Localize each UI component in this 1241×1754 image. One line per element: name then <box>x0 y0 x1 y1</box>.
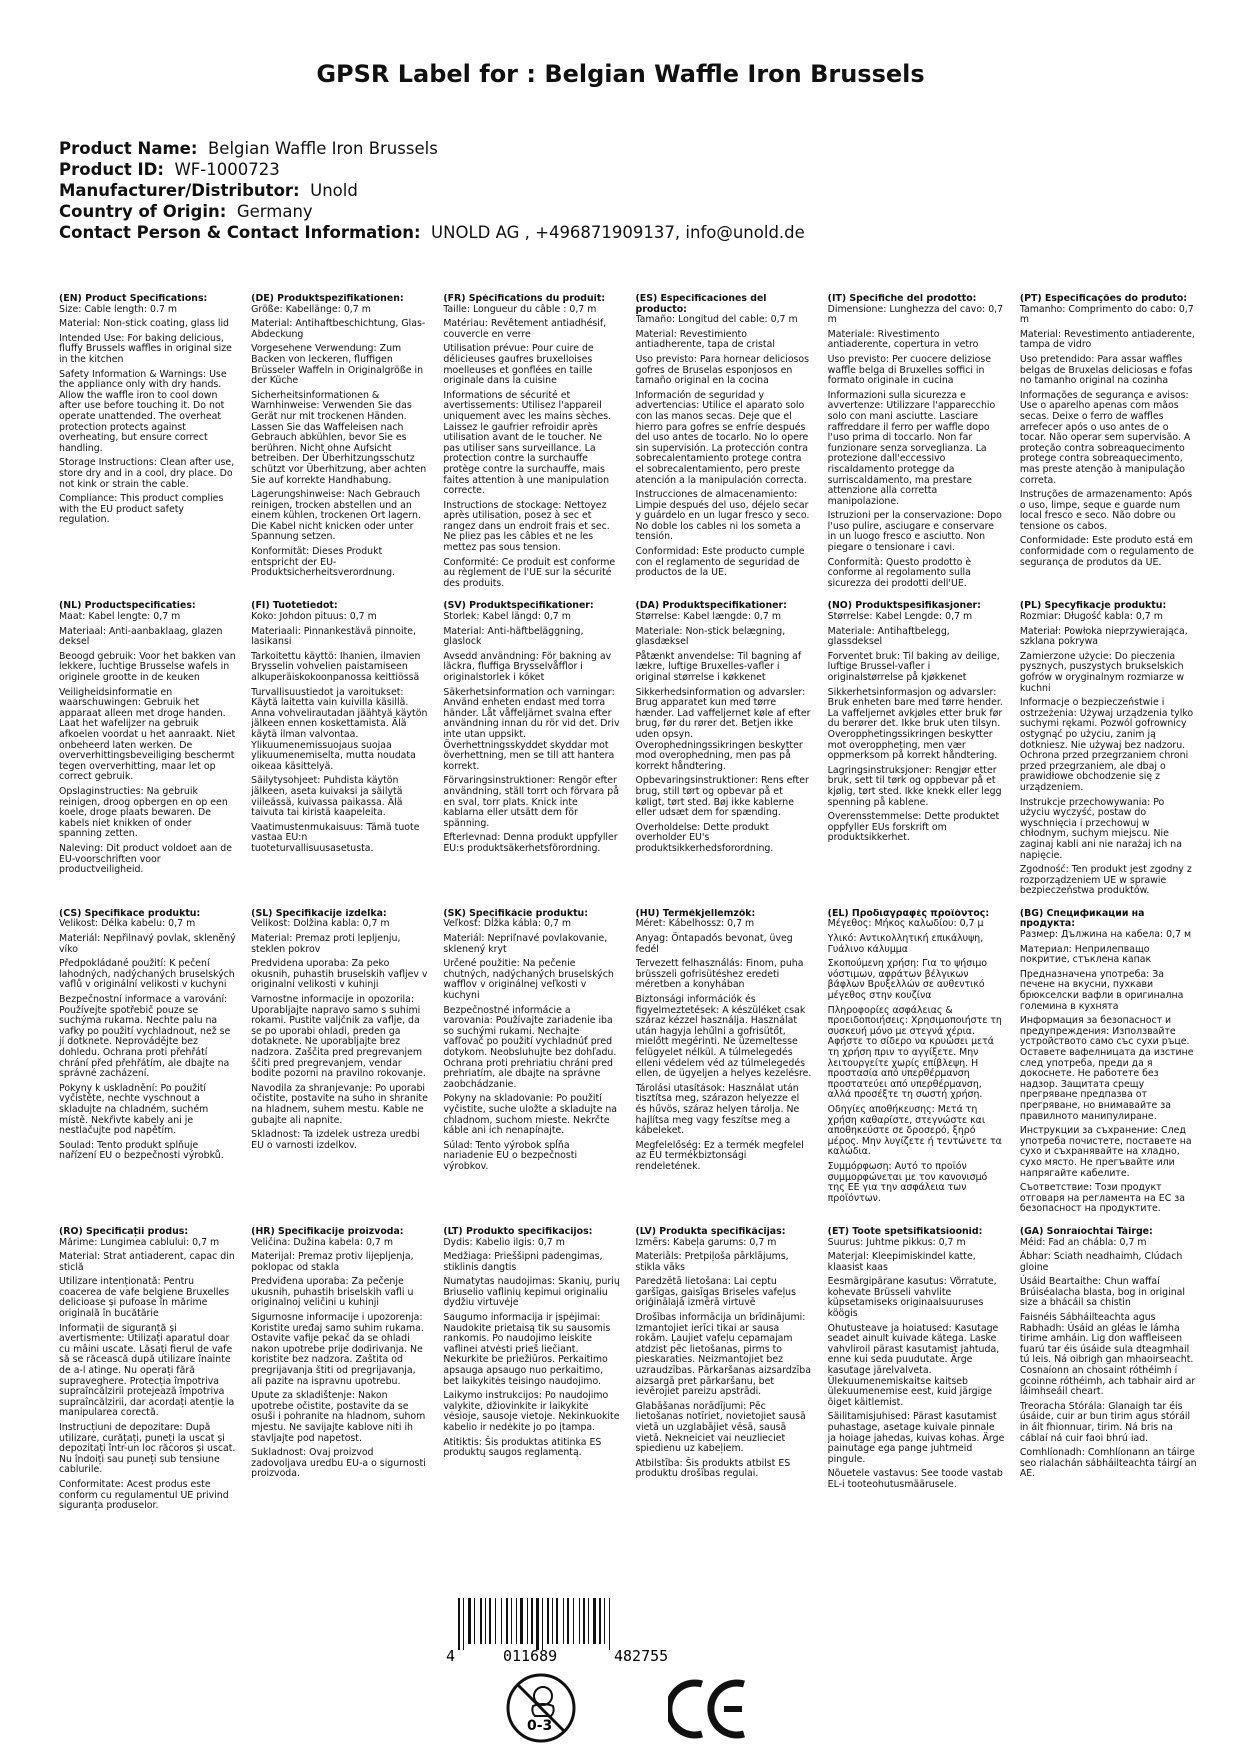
spec-paragraph: Bezpečnostní informace a varování: Používejte spotřebič pouze se suchýma rukama. Nechte palu na vafky po použití vychladnout, než se jí dotknete. Neprovádějte bez dohledu. Ochrana proti přehřátí chrání před přehřátím, ale dbajte na správné zacházení. <box>59 994 231 1080</box>
spec-paragraph: Tamaño: Longitud del cable: 0,7 m <box>635 314 798 326</box>
spec-paragraph: Turvallisuustiedot ja varoitukset: Käytä laitetta vain kuivilla käsillä. Anna vohvelirautadan jäähtyä käytön jälkeen ennen koskettamista. Älä käytä ilman valvontaa. Ylikuumenemissuojaus suojaa ylikuumenemiselta, mutta noudata oikeaa käsittelyä. <box>251 686 428 772</box>
spec-paragraph: Velikost: Délka kabelu: 0,7 m <box>59 918 196 930</box>
spec-paragraph: Suurus: Juhtme pikkus: 0,7 m <box>827 1236 966 1248</box>
spec-paragraph: Úsáid Beartaithe: Chun waffaí Brúiséalacha blasta, bog in original size a bhácáil sa chistin <box>1019 1276 1185 1309</box>
spec-heading: (GA) Sonraíochtaí Táirge: <box>1019 1226 1153 1237</box>
spec-paragraph: Méret: Kábelhossz: 0,7 m <box>635 918 755 930</box>
spec-section <box>1020 909 1197 1219</box>
barcode-bar <box>563 1598 564 1644</box>
spec-paragraph: Uso previsto: Per cuocere deliziose waffle belga di Bruxelles soffici in formato originale in cucina <box>827 353 991 387</box>
spec-paragraph: Tervezett felhasználás: Finom, puha brüsszeli gofrisütéshez eredeti méretben a konyhában <box>635 958 804 991</box>
spec-heading: (RO) Specificații produs: <box>59 1226 189 1237</box>
spec-paragraph: Biztonsági információk és figyelmeztetések: A készüléket csak száraz kézzel használja. Használat után hagyja lehűlni a gofrisütőt, mielőtt megérinti. Ne üzemeltesse felügyelet nélkül. A túlmelegedés elleni védelem véd az túlmelegedés ellen, de ügyeljen a helyes kezelésre. <box>635 994 812 1080</box>
spec-paragraph: Ohutusteave ja hoiatused: Kasutage seadet ainult kuivade kätega. Laske vahvliroil pärast kasutamist jahtuda, enne kui seda puudutate. Ärge kasutage järelvalveta. Ülekuumenemiskaitse kaitseb ülekuumenemise eest, kuid järgige õiget käitlemist. <box>827 1322 1000 1408</box>
age-warning-icon <box>505 1672 577 1744</box>
info-row-product-name: Product Name: Belgian Waffle Iron Brussels <box>59 139 438 158</box>
spec-paragraph: Μέγεθος: Μήκος καλωδίου: 0,7 μ <box>827 918 984 930</box>
spec-paragraph: Naleving: Dit product voldoet aan de EU-voorschriften voor productveiligheid. <box>59 842 232 876</box>
spec-section <box>443 601 620 900</box>
spec-section <box>59 601 236 900</box>
spec-paragraph: Materiál: Nepřilnavý povlak, skleněný víko <box>59 933 236 955</box>
spec-paragraph: Informations de sécurité et avertissements: Utilisez l'appareil uniquement avec les mains sèches. Laissez le gaufrier refroidir après utilisation avant de le toucher. Ne pas utiliser sans surveillance. La protection contre la surchauffe protège contre la surchauffe, mais faites attention à une manipulation correcte. <box>443 389 612 497</box>
spec-section <box>636 1227 813 1516</box>
barcode-bar <box>474 1598 475 1644</box>
page-title: GPSR Label for : Belgian Waffle Iron Brussels <box>316 60 925 88</box>
spec-heading: (HR) Specifikacije proizvoda: <box>251 1226 404 1237</box>
barcode-bar <box>536 1598 539 1650</box>
barcode-bar <box>567 1598 569 1644</box>
barcode-bar <box>485 1598 486 1644</box>
spec-paragraph: Eesmärgipärane kasutus: Võrratute, kohevate Brüsseli vahvlite küpsetamiseks originaalsuuruses köögis <box>827 1276 997 1320</box>
spec-row <box>59 1227 1197 1516</box>
spec-section <box>443 1227 620 1516</box>
spec-paragraph: Faisnéis Sábháilteachta agus Rabhadh: Úsáid an gléas le lámha tirime amháin. Lig don waffleiseen fuarú tar éis úsáide sula dteagmhail tú leis. Ná oibrigh gan mhaoirseacht. Cosnaíonn an chosaint róthéimh í gcoinne róthéimh, ach tabhair aird ar láimhseáil cheart. <box>1019 1312 1196 1398</box>
spec-paragraph: Instrucțiuni de depozitare: După utilizare, curățați, puneți la uscat și depozitați într-un loc răcoros și uscat. Nu îndoiți sau puneți sub tensiune cablurile. <box>59 1422 236 1476</box>
spec-paragraph: Safety Information & Warnings: Use the appliance only with dry hands. Allow the waffle iron to cool down after use before touching it. Do not operate unattended. The overheat protection protects against overheating, but ensure correct handling. <box>59 368 227 454</box>
barcode-bar <box>599 1598 601 1644</box>
spec-row <box>59 601 1197 900</box>
spec-paragraph: Размер: Дължина на кабела: 0,7 м <box>1019 929 1192 941</box>
spec-section <box>251 909 428 1219</box>
spec-paragraph: Saugumo informacija ir įspėjimai: Naudokite prietaisą tik su sausomis rankomis. Po naudojimo leiskite vaflinei atvėsti prieš liečiant. Nekurkite be priežiūros. Perkaitimo apsauga apsaugo nuo perkaitimo, bet laikykitės teisingo naudojimo. <box>443 1312 611 1387</box>
spec-paragraph: Lagringsinstruksjoner: Rengjør etter bruk, sett til tørk og oppbevar på et kjølig, tørt sted. Ikke knekk eller legg spenning på kablene. <box>827 764 1002 808</box>
spec-section <box>59 1227 236 1516</box>
spec-section <box>828 294 1005 593</box>
spec-paragraph: Atbilstība: Šis produkts atbilst ES produktu drošības regulai. <box>635 1457 791 1480</box>
spec-paragraph: Materijal: Premaz protiv lijepljenja, poklopac od stakla <box>251 1251 414 1273</box>
spec-paragraph: Vaatimustenmukaisuus: Tämä tuote vastaa EU:n tuoteturvallisuusasetusta. <box>251 821 420 854</box>
spec-paragraph: Izmērs: Kabeļa garums: 0,7 m <box>635 1236 777 1248</box>
spec-paragraph: Materiał: Powłoka nieprzywierająca, szklana pokrywa <box>1019 625 1188 648</box>
spec-paragraph: Größe: Kabellänge: 0,7 m <box>251 303 371 315</box>
spec-paragraph: Säilitamisjuhised: Pärast kasutamist puhastage, asetage kuivale pinnale ja hoiage jahedas, kuivas kohas. Ärge painutage ega pange juhtmeid pingule. <box>827 1411 1005 1465</box>
spec-paragraph: Forventet bruk: Til baking av deilige, luftige Brussel-vafler i originalstørrelse på kjøkkenet <box>827 650 1000 683</box>
spec-paragraph: Navodila za shranjevanje: Po uporabi očistite, postavite na suho in shranite na hladnem, suhem mestu. Kable ne gubajte ali napnite. <box>251 1082 428 1126</box>
spec-heading: (HU) Termékjellemzők: <box>635 908 756 919</box>
barcode-bar <box>573 1598 574 1644</box>
spec-section <box>1020 601 1197 900</box>
spec-paragraph: Mărime: Lungimea cablului: 0,7 m <box>59 1236 220 1248</box>
barcode-bar <box>547 1598 549 1644</box>
barcode-bar <box>468 1598 471 1644</box>
spec-paragraph: Påtænkt anvendelse: Til bagning af lækre, luftige Bruxelles-vafler i original størrelse i køkkenet <box>635 650 802 683</box>
spec-paragraph: Materjal: Kleepimiskindel katte, klaasist kaas <box>827 1251 976 1273</box>
spec-paragraph: Varnostne informacije in opozorila: Uporabljajte napravo samo s suhimi rokami. Pustite valjčnik za vaflje, da se po uporabi ohladi, preden ga dotaknete. Ne uporabljajte brez nadzora. Zaščita pred pregrevanjem ščiti pred pregrevanjem, vendar bodite pozorni na pravilno rokovanje. <box>251 994 426 1080</box>
spec-paragraph: Glabāšanas norādījumi: Pēc lietošanas notīriet, novietojiet sausā vietā un uzglabājiet vēsā, sausā vietā. Nekneiciet vai neuzlieciet spiedienu uz kabeļiem. <box>635 1400 806 1455</box>
spec-paragraph: Съответствие: Този продукт отговаря на регламента на ЕС за безопасност на продуктите. <box>1019 1182 1185 1215</box>
spec-paragraph: Dydis: Kabelio ilgis: 0,7 m <box>443 1236 565 1248</box>
spec-row <box>59 294 1197 593</box>
barcode-bar <box>520 1598 523 1644</box>
spec-paragraph: Předpokládané použití: K pečení lahodných, nadýchaných bruselských vaflů v originální velikosti v kuchyni <box>59 958 235 991</box>
barcode-bar <box>604 1598 605 1644</box>
spec-grid <box>59 294 1197 1524</box>
barcode-digits-right: 482755 <box>614 1647 669 1664</box>
spec-paragraph: Информация за безопасност и предупреждения: Използвайте устройството само със сухи ръце. Оставете вафелницата да изстине след употреба, преди да я докоснете. Не работете без надзор. Защитата срещу прегряване предпазва от прегряване, но внимавайте за правилното манипулиране. <box>1019 1015 1194 1122</box>
spec-heading: (ET) Toote spetsifikatsioonid: <box>827 1226 983 1237</box>
spec-paragraph: Avsedd användning: För bakning av läckra, fluffiga Brysselvåfflor i originalstorlek i köket <box>443 650 612 683</box>
spec-paragraph: Υλικό: Αντικολλητική επικάλυψη, Γυάλινο κάλυμμα <box>827 933 984 955</box>
spec-paragraph: Bezpečnostné informácie a varovania: Používajte zariadenie iba so suchými rukami. Nechajte vafľovač po použití vychladnúť pred dotykom. Neobsluhujte bez dohľadu. Ochrana proti prehriatiu chráni pred prehriatím, ale dbajte na správne zaobchádzanie. <box>443 1004 617 1090</box>
spec-paragraph: Konformität: Dieses Produkt entspricht der EU-Produktsicherheitsverordnung. <box>251 546 396 579</box>
spec-paragraph: Størrelse: Kabel Lengde: 0,7 m <box>827 611 973 623</box>
spec-paragraph: Materiál: Nepriľnavé povlakovanie, sklenený kryt <box>443 933 608 955</box>
spec-paragraph: Opbevaringsinstruktioner: Rens efter brug, still tørt og opbevar på et køligt, tørt sted. Bøj ikke kablerne eller udsæt dem for spænding. <box>635 775 809 819</box>
spec-paragraph: Súlad: Tento výrobok spĺňa nariadenie EÚ o bezpečnosti výrobkov. <box>443 1139 578 1172</box>
barcode-bar <box>542 1598 543 1650</box>
spec-paragraph: Informații de siguranță și avertismente: Utilizați aparatul doar cu mâini uscate. Lăsați fierul de vafe să se răcească după utilizare înainte de a-l atinge. Nu operați fără supraveghere. Protecția împotriva supraîncălzirii protejează împotriva supraîncălzirii, dar acordați atenție la manipularea corectă. <box>59 1322 235 1419</box>
spec-paragraph: Overholdelse: Dette produkt overholder EU's produktsikkerhedsforordning. <box>635 821 774 854</box>
spec-heading: (CS) Specifikace produktu: <box>59 908 201 919</box>
spec-heading: (EL) Προδιαγραφές προϊόντος: <box>827 908 990 919</box>
spec-paragraph: Laikymo instrukcijos: Po naudojimo valykite, džiovinkite ir laikykite vėsioje, sausoje vietoje. Nekinkuokite kabelio ir nedėkite jo po įtampa. <box>443 1390 620 1433</box>
spec-paragraph: Intended Use: For baking delicious, fluffy Brussels waffles in original size in the kitchen <box>59 332 232 365</box>
spec-paragraph: Atitiktis: Šis produktas atitinka ES produktų saugos reglamentą. <box>443 1436 602 1459</box>
product-info <box>59 138 1179 243</box>
spec-section <box>828 601 1005 900</box>
spec-paragraph: Medžiaga: Prieššipni padengimas, stiklinis dangtis <box>443 1251 603 1273</box>
spec-paragraph: Taille: Longueur du câble : 0,7 m <box>443 303 597 315</box>
spec-paragraph: Størrelse: Kabel længde: 0,7 m <box>635 611 781 623</box>
spec-paragraph: Efterlevnad: Denna produkt uppfyller EU:s produktsäkerhetsförordning. <box>443 832 618 854</box>
barcode-bar <box>506 1598 508 1644</box>
spec-paragraph: Utilisation prévue: Pour cuire de délicieuses gaufres bruxelloises moelleuses et gonflées en taille originale dans la cuisine <box>443 343 594 387</box>
barcode-digits-mid: 011689 <box>503 1647 558 1664</box>
spec-paragraph: Opslaginstructies: Na gebruik reinigen, droog opbergen en op een koele, droge plaats bewaren. De kabels niet knikken of onder spanning zetten. <box>59 785 228 840</box>
spec-heading: (LT) Produkto specifikacijos: <box>443 1226 593 1237</box>
spec-paragraph: Lagerungshinweise: Nach Gebrauch reinigen, trocken abstellen und an einem kühlen, trockenen Ort lagern. Die Kabel nicht knicken oder unter Spannung setzen. <box>251 489 421 543</box>
spec-section <box>251 601 428 900</box>
spec-section <box>1020 294 1197 593</box>
spec-section <box>251 294 428 593</box>
barcode-bar <box>458 1598 460 1650</box>
barcode-bar <box>593 1598 596 1644</box>
spec-section <box>636 294 813 593</box>
barcode-bar <box>501 1598 502 1644</box>
spec-paragraph: Información de seguridad y advertencias: Utilice el aparato solo con las manos secas. Deje que el hierro para gofres se enfríe después del uso antes de tocarlo. No lo opere sin supervisión. La protección contra sobrecalentamiento protege contra el sobrecalentamiento, pero preste atención a la manipulación correcta. <box>635 389 809 486</box>
spec-paragraph: Material: Strat antiaderent, capac din sticlă <box>59 1251 235 1273</box>
spec-paragraph: Veiligheidsinformatie en waarschuwingen: Gebruik het apparaat alleen met droge handen. Laat het wafelijzer na gebruik afkoelen voordat u het aanraakt. Niet onbeheerd laten werken. De oververhittingsbeveiliging beschermt tegen oververhitting, maar let op correct gebruik. <box>59 686 236 783</box>
spec-paragraph: Koko: Johdon pituus: 0,7 m <box>251 611 377 623</box>
spec-paragraph: Material: Revestimiento antiadherente, tapa de cristal <box>635 328 775 351</box>
spec-section <box>636 601 813 900</box>
info-row-contact: Contact Person & Contact Information: UNOLD AG , +496871909137, info@unold.de <box>59 223 805 242</box>
spec-paragraph: Uso pretendido: Para assar waffles belgas de Bruxelas deliciosas e fofas no tamanho original na cozinha <box>1019 353 1193 387</box>
spec-paragraph: Материал: Неприлепващо покритие, стъклена капак <box>1019 943 1152 966</box>
spec-paragraph: Säilytysohjeet: Puhdista käytön jälkeen, aseta kuivaksi ja säilytä viileässä, kuivassa paikassa. Älä taivuta tai kiristä kaapeleita. <box>251 775 403 819</box>
spec-paragraph: Megfelelőség: Ez a termék megfelel az EU termékbiztonsági rendeletének. <box>635 1139 804 1172</box>
spec-paragraph: Tarkoitettu käyttö: Ihanien, ilmavien Brysselin vohvelien paistamiseen alkuperäiskokoonpanossa keittiössä <box>251 650 421 683</box>
spec-heading: (IT) Specifiche del prodotto: <box>827 294 977 304</box>
spec-paragraph: Conformidade: Este produto está em conformidade com o regulamento de segurança de produtos da UE. <box>1019 535 1194 568</box>
spec-paragraph: Anyag: Öntapadós bevonat, üveg fedél <box>635 933 793 955</box>
spec-paragraph: Πληροφορίες ασφάλειας & προειδοποιήσεις: Χρησιμοποιήστε τη συσκευή μόνο με στεγνά χέρια. Αφήστε το σίδερο να κρυώσει μετά τη χρήση πριν το αγγίξετε. Μην λειτουργείτε χωρίς επίβλεψη. Η προστασία από υπερθέρμανση προστατεύει από υπερθέρμανση, αλλά προσέξτε τη σωστή χρήση. <box>827 1004 1002 1101</box>
spec-paragraph: Compliance: This product complies with the EU product safety regulation. <box>59 493 224 526</box>
spec-paragraph: Materiāls: Pretpiļoša pārklājums, stikla vāks <box>635 1251 789 1273</box>
spec-paragraph: Οδηγίες αποθήκευσης: Μετά τη χρήση καθαρίστε, στεγνώστε και αποθηκεύστε σε δροσερό, ξηρό μέρος. Μην λυγίζετε ή τεντώνετε τα καλώδια. <box>827 1103 1002 1158</box>
spec-heading: (BG) Спецификации на продукта: <box>1019 908 1145 930</box>
spec-heading: (DE) Produktspezifikationen: <box>251 294 404 304</box>
spec-paragraph: Material: Premaz proti lepljenju, steklen pokrov <box>251 933 401 955</box>
age-badge-text: 0-3 <box>527 1718 553 1734</box>
spec-section <box>636 909 813 1219</box>
spec-heading: (FI) Tuotetiedot: <box>251 601 338 612</box>
spec-paragraph: Sikkerhedsinformation og advarsler: Brug apparatet kun med tørre hænder. Lad vaffeljernet køle af efter brug, før du rører det. Betjen ikke uden opsyn. Overophedningssikringen beskytter mod overophedning, men pas på korrekt håndtering. <box>635 686 811 772</box>
spec-paragraph: Overensstemmelse: Dette produktet oppfyller EUs forskrift om produktsikkerhet. <box>827 811 1000 844</box>
spec-paragraph: Comhlíonadh: Comhlíonann an táirge seo rialachán sábháilteachta táirgí an AE. <box>1019 1447 1197 1480</box>
spec-paragraph: Pokyny k uskladnění: Po použití vyčistěte, nechte vyschnout a skladujte na chladném, suchém místě. Nekřivte kabely ani je nestlačujte pod napětím. <box>59 1082 209 1137</box>
spec-paragraph: Beoogd gebruik: Voor het bakken van lekkere, luchtige Brusselse wafels in originele grootte in de keuken <box>59 650 236 683</box>
spec-heading: (PL) Specyfikacje produktu: <box>1019 601 1167 612</box>
spec-paragraph: Instruções de armazenamento: Após o uso, limpe, seque e guarde num local fresco e seco. Não dobre ou tensione os cabos. <box>1019 489 1193 532</box>
barcode-bar <box>588 1598 589 1644</box>
spec-paragraph: Uso previsto: Para hornear deliciosos gofres de Bruselas esponjosos en tamaño original en la cocina <box>635 353 810 387</box>
spec-heading: (PT) Especificações do produto: <box>1019 294 1188 304</box>
spec-paragraph: Informações de segurança e avisos: Use o aparelho apenas com mãos secas. Deixe o ferro de waffles arrefecer após o uso antes de o tocar. Não operar sem supervisão. A proteção contra sobreaquecimento protege contra sobreaquecimento, mas preste atenção à manipulação correta. <box>1019 389 1191 486</box>
spec-paragraph: Informazioni sulla sicurezza e avvertenze: Utilizzare l'apparecchio solo con mani asciutte. Lasciare raffreddare il ferro per waffle dopo l'uso prima di toccarlo. Non far funzionare senza sorveglianza. La protezione dall'eccessivo riscaldamento protegge da surriscaldamento, ma prestare attenzione alla corretta manipolazione. <box>827 389 996 507</box>
spec-section <box>59 294 236 593</box>
spec-paragraph: Σκοπούμενη χρήση: Για το ψήσιμο νόστιμων, αφράτων βέλγικων βάφλων Βρυξελλών σε αυθεντικό μέγεθος στην κουζίνα <box>827 958 988 1002</box>
spec-paragraph: Paredzētā lietošana: Lai ceptu garšīgas, gaisīgas Briseles vafeļus oriģinālajā izmērā virtuvē <box>635 1276 797 1309</box>
spec-paragraph: Nõuetele vastavus: See toode vastab EL-i tooteohutusmäärusele. <box>827 1468 1003 1490</box>
barcode-bar <box>516 1598 517 1644</box>
spec-paragraph: Storage Instructions: Clean after use, store dry and in a cool, dry place. Do not kink or strain the cable. <box>59 457 235 490</box>
spec-paragraph: Material: Antihaftbeschichtung, Glas-Abdeckung <box>251 318 426 340</box>
spec-paragraph: Utilizare intenționată: Pentru coacerea de vafe belgiene Bruxelles delicioase și pufoase în mărime originală în bucătărie <box>59 1276 230 1320</box>
spec-heading: (NL) Productspecificaties: <box>59 601 196 612</box>
spec-paragraph: Conformité: Ce produit est conforme au règlement de l'UE sur la sécurité des produits. <box>443 556 616 589</box>
spec-paragraph: Conformitate: Acest produs este conform cu regulamentul UE privind siguranța produselor. <box>59 1478 229 1512</box>
barcode-bar <box>527 1598 528 1644</box>
ce-mark-icon <box>668 1676 750 1742</box>
spec-paragraph: Drošības informācija un brīdinājumi: Izmantojiet ierīci tikai ar sausa rokām. Ļaujiet vafeļu cepamajam atdzist pēc lietošanas, pirms to pieskaraties. Neizmantojiet bez uzraudzības. Pārkaršanas aizsardzība aizsargā pret pārkaršanu, bet ievērojiet pareizu apstrādi. <box>635 1312 811 1398</box>
info-row-manufacturer: Manufacturer/Distributor: Unold <box>59 181 358 200</box>
spec-paragraph: Tárolási utasítások: Használat után tisztítsa meg, szárazon helyezze el és hűvös, száraz helyen tárolja. Ne hajlítsa meg vagy feszítse meg a kábeleket. <box>635 1082 800 1137</box>
barcode-bar <box>556 1598 558 1644</box>
spec-section <box>443 294 620 593</box>
spec-paragraph: Istruzioni per la conservazione: Dopo l'uso pulire, asciugare e conservare in un luogo fresco e asciutto. Non piegare o tensionare i cavi. <box>827 510 1002 554</box>
spec-paragraph: Numatytas naudojimas: Skanių, purių Briuselio vaflinių kepimui originaliu dydžiu virtuvėje <box>443 1276 620 1309</box>
spec-paragraph: Sukladnost: Ovaj proizvod zadovoljava uredbu EU-a o sigurnosti proizvoda. <box>251 1447 426 1480</box>
barcode-digits-left: 4 <box>446 1647 456 1664</box>
spec-paragraph: Materiaal: Anti-aanbaklaag, glazen deksel <box>59 625 223 648</box>
barcode-bar <box>579 1598 580 1644</box>
spec-paragraph: Предназначена употреба: За печене на вкусни, пухкави брюкселски вафли в оригинална големина в кухнята <box>1019 968 1184 1012</box>
spec-section <box>828 1227 1005 1516</box>
spec-paragraph: Tamanho: Comprimento do cabo: 0,7 m <box>1019 303 1194 326</box>
barcode-bar <box>609 1598 610 1650</box>
spec-paragraph: Instrucciones de almacenamiento: Limpie después del uso, déjelo secar y guárdelo en un lugar fresco y seco. No doble los cables ni los someta a tensión. <box>635 489 810 543</box>
spec-paragraph: Materiale: Antihaftbelegg, glassdeksel <box>827 625 950 648</box>
barcode-bar <box>463 1598 464 1650</box>
spec-paragraph: Predviđena uporaba: Za pečenje ukusnih, puhastih briselskih vafli u originalnoj veličini u kuhinji <box>251 1276 414 1309</box>
spec-paragraph: Sigurnosne informacije i upozorenja: Koristite uređaj samo suhim rukama. Ostavite vafije pekač da se ohladi nakon upotrebe prije dodirivanja. Ne koristite bez nadzora. Zaštita od pregrijavanja štiti od pregrijavanja, ali pazite na ispravnu upotrebu. <box>251 1312 424 1387</box>
spec-paragraph: Rozmiar: Długość kabla: 0,7 m <box>1019 611 1163 623</box>
spec-heading: (SV) Produktspecifikationer: <box>443 601 594 612</box>
spec-paragraph: Instrukcje przechowywania: Po użyciu wyczyść, postaw do wyschnięcia i przechowuj w chłodnym, suchym miejscu. Nie zaginaj kabli ani nie narażaj ich na napięcie. <box>1019 796 1182 861</box>
spec-paragraph: Material: Revestimento antiaderente, tampa de vidro <box>1019 328 1195 351</box>
spec-paragraph: Sikkerhetsinformasjon og advarsler: Bruk enheten bare med tørre hender. La vaffeljernet avkjøles etter bruk før du berører det. Ikke bruk uten tilsyn. Overopphetingssikringen beskytter mot overoppheting, men vær oppmerksom på korrekt håndtering. <box>827 686 1003 762</box>
spec-paragraph: Säkerhetsinformation och varningar: Använd enheten endast med torra händer. Låt våffeljärnet svalna efter användning innan du rör vid det. Driv inte utan uppsikt. Överhettningsskyddet skyddar mot överhettning, men se till att hantera korrekt. <box>443 686 620 772</box>
spec-paragraph: Material: Anti-häftbeläggning, glaslock <box>443 625 584 648</box>
spec-paragraph: Určené použitie: Na pečenie chutných, nadýchaných bruselských wafflov v originálnej veľkosti v kuchyni <box>443 958 614 1002</box>
barcode-bar <box>480 1598 482 1644</box>
barcode-bar <box>489 1598 491 1644</box>
spec-paragraph: Dimensione: Lunghezza del cavo: 0,7 m <box>827 303 1004 326</box>
spec-heading: (SL) Specifikacije izdelka: <box>251 908 387 919</box>
barcode-bar <box>511 1598 512 1644</box>
spec-paragraph: Инструкции за съхранение: След употреба почистете, поставете на сухо и съхранявайте на хладно, сухо място. Не прегъвайте или напрягайте кабелите. <box>1019 1125 1192 1179</box>
spec-paragraph: Materiale: Rivestimento antiaderente, copertura in vetro <box>827 328 979 351</box>
spec-heading: (LV) Produkta specifikācijas: <box>635 1226 786 1237</box>
spec-section <box>251 1227 428 1516</box>
barcode-bar <box>495 1598 496 1644</box>
spec-paragraph: Förvaringsinstruktioner: Rengör efter användning, ställ torrt och förvara på en sval, torr plats. Knick inte kablarna eller utsätt dem för spänning. <box>443 775 619 829</box>
barcode-bar <box>531 1598 533 1644</box>
spec-paragraph: Storlek: Kabel längd: 0,7 m <box>443 611 571 623</box>
spec-paragraph: Veľkosť: Dĺžka kábla: 0,7 m <box>443 918 572 930</box>
spec-section <box>59 909 236 1219</box>
spec-paragraph: Treoracha Stórála: Glanaigh tar éis úsáide, cuir ar bun tirim agus stóráil in áit fhionnuar, tirim. Ná bris na cáblaí ná cuir faoi bhrú iad. <box>1019 1400 1191 1444</box>
barcode-bar <box>583 1598 585 1644</box>
spec-section <box>1020 1227 1197 1516</box>
spec-paragraph: Upute za skladištenje: Nakon upotrebe očistite, postavite da se osuši i pohranite na hladnom, suhom mjestu. Ne savijajte kablove niti ih stavljajte pod napetost. <box>251 1390 426 1444</box>
spec-heading: (SK) Špecifikácie produktu: <box>443 908 588 919</box>
spec-paragraph: Veličina: Dužina kabela: 0,7 m <box>251 1236 393 1248</box>
barcode <box>440 1598 702 1664</box>
spec-paragraph: Vorgesehene Verwendung: Zum Backen von leckeren, fluffigen Brüsseler Waffeln in Originalgröße in der Küche <box>251 343 424 387</box>
spec-heading: (ES) Especificaciones del producto: <box>635 294 767 315</box>
info-row-country: Country of Origin: Germany <box>59 202 313 221</box>
spec-heading: (EN) Product Specifications: <box>59 294 208 304</box>
spec-paragraph: Matériau: Revêtement antiadhésif, couvercle en verre <box>443 318 607 340</box>
spec-paragraph: Material: Non-stick coating, glass lid <box>59 318 230 330</box>
info-row-product-id: Product ID: WF-1000723 <box>59 160 280 179</box>
spec-heading: (NO) Produktspesifikasjoner: <box>827 601 981 612</box>
spec-heading: (FR) Spécifications du produit: <box>443 294 606 304</box>
spec-paragraph: Pokyny na skladovanie: Po použití vyčistite, suche uložte a skladujte na chladnom, suchom mieste. Nekrčte káble ani ich nenapínajte. <box>443 1093 618 1137</box>
spec-paragraph: Zamierzone użycie: Do pieczenia pysznych, puszystych brukselskich gofrów w oryginalnym rozmiarze w kuchni <box>1019 650 1185 694</box>
spec-paragraph: Méid: Fad an chábla: 0,7 m <box>1019 1236 1147 1248</box>
spec-paragraph: Sicherheitsinformationen & Warnhinweise: Verwenden Sie das Gerät nur mit trockenen Händen. Lassen Sie das Waffeleisen nach Gebrauch abkühlen, bevor Sie es berühren. Nicht ohne Aufsicht betreiben. Der Überhitzungsschutz schützt vor Überhitzung, aber achten Sie auf korrekte Handhabung. <box>251 389 427 486</box>
spec-heading: (DA) Produktspecifikationer: <box>635 601 787 612</box>
spec-paragraph: Size: Cable length: 0.7 m <box>59 303 178 315</box>
spec-paragraph: Velikost: Dolžina kabla: 0,7 m <box>251 918 390 930</box>
barcode-bar <box>552 1598 553 1644</box>
spec-section <box>828 909 1005 1219</box>
spec-paragraph: Συμμόρφωση: Αυτό το προϊόν συμμορφώνεται με τον κανονισμό της ΕΕ για την ασφάλεια των προϊόντων. <box>827 1160 988 1204</box>
spec-paragraph: Maat: Kabel lengte: 0,7 m <box>59 611 181 623</box>
spec-paragraph: Informacje o bezpieczeństwie i ostrzeżenia: Używaj urządzenia tylko suchymi rękami. Pozwól gofrownicy ostygnąć po użyciu, zanim ją dotkniesz. Nie używaj bez nadzoru. Ochrona przed przegrzaniem chroni przed przegrzaniem, ale dbaj o prawidłowe obchodzenie się z urządzeniem. <box>1019 697 1194 793</box>
spec-paragraph: Skladnost: Ta izdelek ustreza uredbi EU o varnosti izdelkov. <box>251 1129 420 1151</box>
spec-paragraph: Materiale: Non-stick belægning, glasdæksel <box>635 625 786 648</box>
spec-paragraph: Conformità: Questo prodotto è conforme al regolamento sulla sicurezza dei prodotti dell'UE. <box>827 556 972 589</box>
spec-paragraph: Materiaali: Pinnankestävä pinnoite, lasikansi <box>251 625 416 648</box>
spec-paragraph: Conformidad: Este producto cumple con el reglamento de seguridad de productos de la UE. <box>635 546 805 579</box>
spec-paragraph: Zgodność: Ten produkt jest zgodny z rozporządzeniem UE w sprawie bezpieczeństwa produktów. <box>1019 864 1192 897</box>
spec-paragraph: Instructions de stockage: Nettoyez après utilisation, posez à sec et rangez dans un endroit frais et sec. Ne pliez pas les câbles et ne les mettez pas sous tension. <box>443 499 610 554</box>
spec-paragraph: Ábhar: Sciath neadhaimh, Clúdach gloine <box>1019 1251 1183 1273</box>
spec-paragraph: Predvidena uporaba: Za peko okusnih, puhastih bruselskih vafljev v originalni velikosti v kuhinji <box>251 958 428 991</box>
spec-paragraph: Soulad: Tento produkt splňuje nařízení EU o bezpečnosti výrobků. <box>59 1139 224 1162</box>
spec-row <box>59 909 1197 1219</box>
spec-section <box>443 909 620 1219</box>
